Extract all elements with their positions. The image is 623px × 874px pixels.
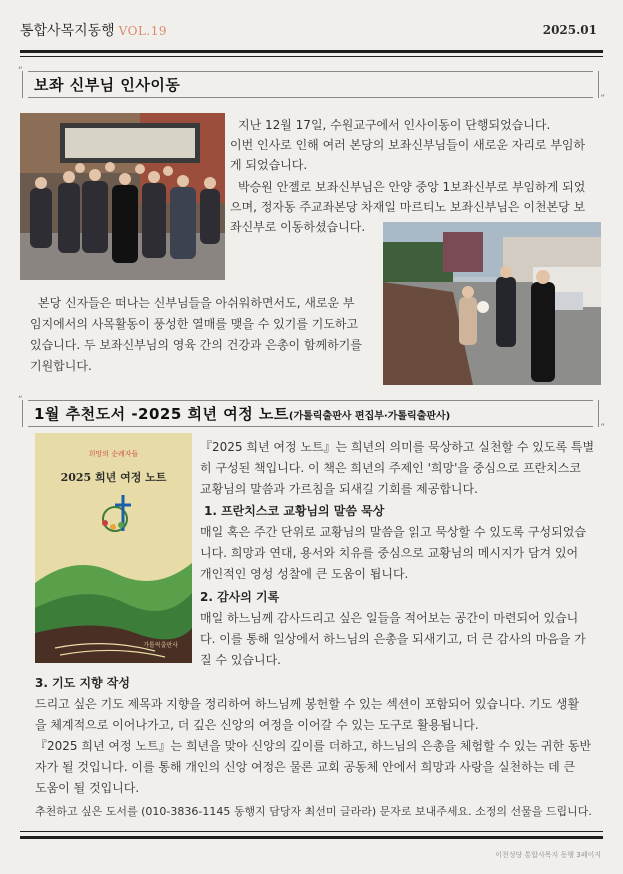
group-photo	[20, 113, 225, 280]
section2-heading: “ ” 1월 추천도서 -2025 희년 여정 노트(가톨릭출판사 편집부·가톨릭출판사)	[18, 395, 605, 433]
section2-closing-note: 추천하고 싶은 도서를 (010-3836-1145 동행지 담당자 최선미 글라라) 문자로 보내주세요. 소정의 선물을 드립니다.	[35, 805, 592, 818]
section2-title-sub: (가톨릭출판사 편집부·가톨릭출판사)	[288, 411, 451, 422]
footer-rule	[20, 836, 603, 839]
book-cover-publisher: 가톨릭출판사	[143, 642, 178, 649]
newsletter-title: 통합사목지동행 VOL.19	[20, 23, 168, 39]
page-footer: 이천성당 통합사목지 동행 3페이지	[495, 851, 601, 859]
book-cover-title: 2025 희년 여정 노트	[60, 471, 167, 484]
header-rule-thin	[20, 56, 603, 57]
header-rule	[20, 50, 603, 53]
section2-title: 1월 추천도서 -2025 희년 여정 노트(가톨릭출판사 편집부·가톨릭출판사)	[34, 405, 451, 423]
group-photo-image	[20, 113, 225, 280]
book-cover-label: 희망의 순례자들	[88, 450, 139, 458]
section1-title: 보좌 신부님 인사이동	[34, 76, 181, 94]
book-cover-art	[35, 433, 192, 663]
farewell-photo	[383, 222, 601, 385]
farewell-photo-image	[383, 222, 601, 385]
section1-heading: “ ” 보좌 신부님 인사이동	[18, 66, 605, 104]
volume-label: VOL.19	[118, 24, 168, 38]
footer-rule-thin	[20, 831, 603, 832]
book-cover	[35, 433, 192, 663]
issue-date: 2025.01	[542, 23, 597, 37]
